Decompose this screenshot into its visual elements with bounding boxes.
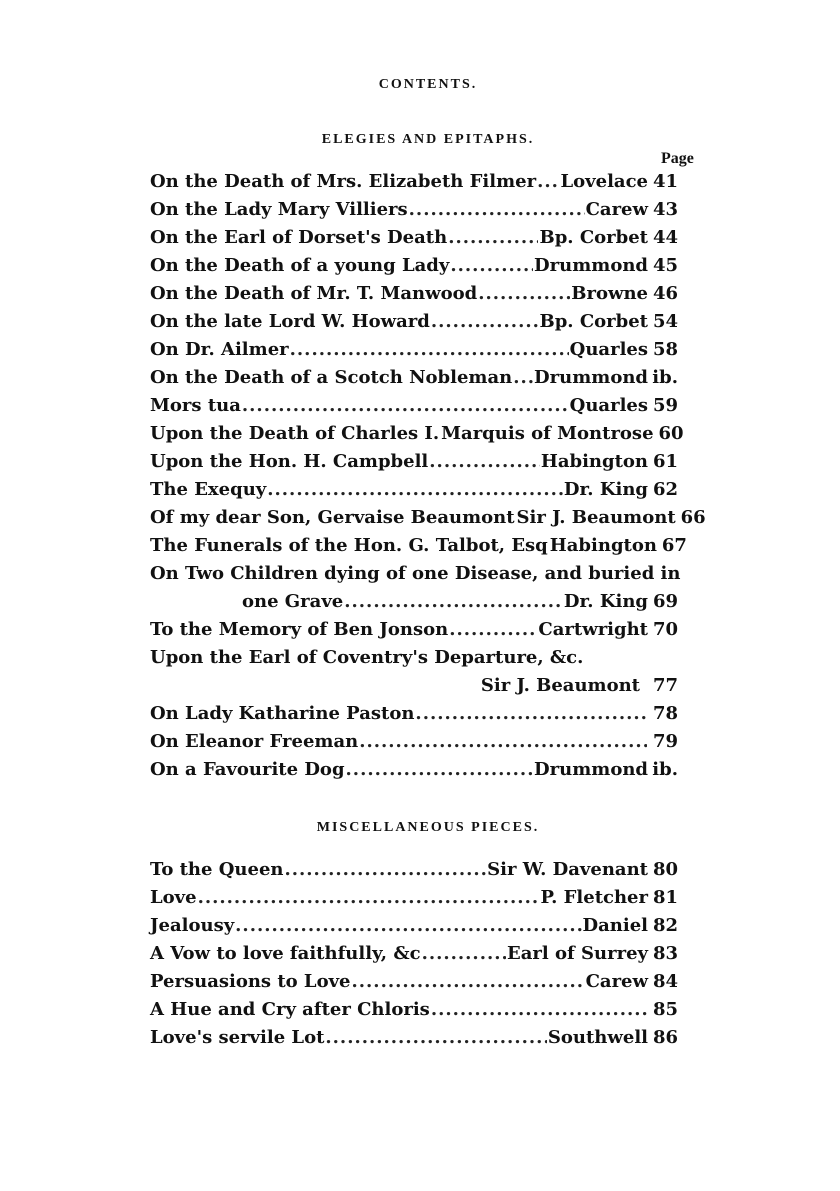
entry-author: Sir J. Beaumont (480, 675, 640, 696)
entry-author: Bp. Corbet (539, 311, 648, 332)
leader-dots (352, 968, 585, 996)
leader-dots (267, 476, 563, 504)
entry-page: 83 (652, 943, 678, 964)
toc-entry (150, 420, 684, 448)
misc-section-heading: MISCELLANEOUS PIECES. (316, 820, 540, 835)
leader-dots (359, 728, 647, 756)
misc-list (150, 856, 678, 1052)
entry-title: Upon the Hon. H. Campbell (150, 451, 429, 472)
toc-entry (150, 504, 706, 532)
entry-page: 78 (652, 703, 678, 724)
leader-dots (409, 196, 585, 224)
entry-title: Love (150, 887, 197, 908)
entry-author: Drummond (534, 367, 648, 388)
entry-page: 41 (652, 171, 678, 192)
entry-page: 79 (652, 731, 678, 752)
entry-page: 54 (652, 311, 678, 332)
elegies-section-heading: ELEGIES AND EPITAPHS. (321, 132, 535, 147)
entry-page: 84 (652, 971, 678, 992)
toc-entry (150, 996, 678, 1024)
entry-author: P. Fletcher (540, 887, 648, 908)
entry-author: Browne (571, 283, 648, 304)
entry-page: 62 (652, 479, 678, 500)
entry-author: Drummond (534, 255, 648, 276)
entry-author: Marquis of Montrose (441, 423, 654, 444)
entry-page: 80 (652, 859, 678, 880)
entry-title: On Two Children dying of one Disease, and buried in (150, 563, 681, 584)
toc-entry (150, 940, 678, 968)
toc-entry (150, 392, 678, 420)
entry-title: The Funerals of the Hon. G. Talbot, Esq (150, 535, 548, 556)
toc-entry (150, 308, 678, 336)
toc-entry (150, 448, 678, 476)
entry-author: Quarles (569, 339, 648, 360)
entry-page: 85 (652, 999, 678, 1020)
entry-author: Drummond (534, 759, 648, 780)
entry-page: 66 (680, 507, 706, 528)
entry-title: Upon the Death of Charles I. (150, 423, 440, 444)
entry-title: Persuasions to Love (150, 971, 351, 992)
leader-dots (449, 616, 537, 644)
toc-entry-author-line (150, 672, 678, 700)
entry-page: ib. (652, 759, 678, 780)
entry-page: 59 (652, 395, 678, 416)
toc-entry (150, 252, 678, 280)
entry-page: 81 (652, 887, 678, 908)
entry-page: 67 (661, 535, 687, 556)
entry-page: 77 (652, 675, 678, 696)
entry-author: Carew (585, 971, 648, 992)
toc-entry (150, 336, 678, 364)
entry-author: Earl of Surrey (507, 943, 648, 964)
leader-dots (344, 588, 563, 616)
entry-author: Carew (585, 199, 648, 220)
entry-title: On the Death of Mrs. Elizabeth Filmer (150, 171, 537, 192)
entry-title: On the late Lord W. Howard (150, 311, 430, 332)
entry-title: On the Lady Mary Villiers (150, 199, 408, 220)
entry-page: 58 (652, 339, 678, 360)
entry-title: A Vow to love faithfully, &c (150, 943, 421, 964)
leader-dots (325, 1024, 546, 1052)
toc-entry-first-line (150, 560, 681, 588)
entry-title: On the Death of a young Lady (150, 255, 450, 276)
entry-title: A Hue and Cry after Chloris (150, 999, 430, 1020)
entry-title-continuation: one Grave (242, 591, 344, 612)
entry-title: On Lady Katharine Paston (150, 703, 415, 724)
toc-entry (150, 756, 678, 784)
toc-entry (150, 168, 678, 196)
entry-page: 46 (652, 283, 678, 304)
entry-title: To the Memory of Ben Jonson (150, 619, 449, 640)
entry-title: Upon the Earl of Coventry's Departure, &c. (150, 647, 584, 668)
toc-entry (150, 884, 678, 912)
leader-dots (431, 308, 539, 336)
entry-author: Cartwright (538, 619, 648, 640)
leader-dots (429, 448, 540, 476)
entry-author: Daniel (582, 915, 648, 936)
entry-author: Dr. King (563, 591, 648, 612)
entry-page: 82 (652, 915, 678, 936)
entry-page: 86 (652, 1027, 678, 1048)
toc-entry (150, 912, 678, 940)
entry-author: Southwell (547, 1027, 648, 1048)
entry-page: 43 (652, 199, 678, 220)
entry-title: Jealousy (150, 915, 235, 936)
entry-title: Love's servile Lot (150, 1027, 325, 1048)
entry-author: Quarles (569, 395, 648, 416)
toc-entry (150, 224, 678, 252)
entry-page: 70 (652, 619, 678, 640)
entry-title: To the Queen (150, 859, 284, 880)
toc-entry (150, 476, 678, 504)
toc-entry (150, 968, 678, 996)
entry-title: On the Earl of Dorset's Death (150, 227, 448, 248)
entry-page: 45 (652, 255, 678, 276)
entry-page: 60 (658, 423, 684, 444)
entry-page: 44 (652, 227, 678, 248)
entry-title: On the Death of a Scotch Nobleman (150, 367, 513, 388)
toc-entry-first-line (150, 644, 678, 672)
leader-dots (478, 280, 570, 308)
entry-author: Habington (549, 535, 657, 556)
leader-dots (513, 364, 533, 392)
entry-title: Of my dear Son, Gervaise Beaumont (150, 507, 515, 528)
entry-author: Dr. King (563, 479, 648, 500)
entry-title: Mors tua (150, 395, 241, 416)
leader-dots (422, 940, 506, 968)
elegies-list (150, 168, 706, 784)
leader-dots (235, 912, 581, 940)
entry-author: Sir J. Beaumont (516, 507, 676, 528)
leader-dots (415, 700, 647, 728)
entry-page: ib. (652, 367, 678, 388)
entry-title: On Dr. Ailmer (150, 339, 289, 360)
entry-title: On a Favourite Dog (150, 759, 345, 780)
page-column-label: Page (661, 150, 694, 167)
leader-dots (290, 336, 569, 364)
toc-entry (150, 856, 678, 884)
toc-entry (150, 616, 678, 644)
entry-author: Lovelace (560, 171, 648, 192)
entry-page: 69 (652, 591, 678, 612)
entry-author: Bp. Corbet (539, 227, 648, 248)
toc-entry-continuation (150, 588, 678, 616)
entry-title: On the Death of Mr. T. Manwood (150, 283, 478, 304)
leader-dots (198, 884, 540, 912)
leader-dots (284, 856, 486, 884)
contents-heading: CONTENTS. (378, 77, 478, 92)
leader-dots (450, 252, 533, 280)
leader-dots (448, 224, 538, 252)
entry-author: Habington (540, 451, 648, 472)
toc-entry (150, 532, 687, 560)
toc-entry (150, 196, 678, 224)
entry-title: On Eleanor Freeman (150, 731, 359, 752)
toc-entry (150, 364, 678, 392)
leader-dots (346, 756, 534, 784)
toc-entry (150, 1024, 678, 1052)
toc-entry (150, 728, 678, 756)
entry-author: Sir W. Davenant (487, 859, 648, 880)
leader-dots (242, 392, 569, 420)
leader-dots (537, 168, 559, 196)
entry-title: The Exequy (150, 479, 267, 500)
toc-entry (150, 280, 678, 308)
entry-page: 61 (652, 451, 678, 472)
toc-entry (150, 700, 678, 728)
leader-dots (431, 996, 647, 1024)
